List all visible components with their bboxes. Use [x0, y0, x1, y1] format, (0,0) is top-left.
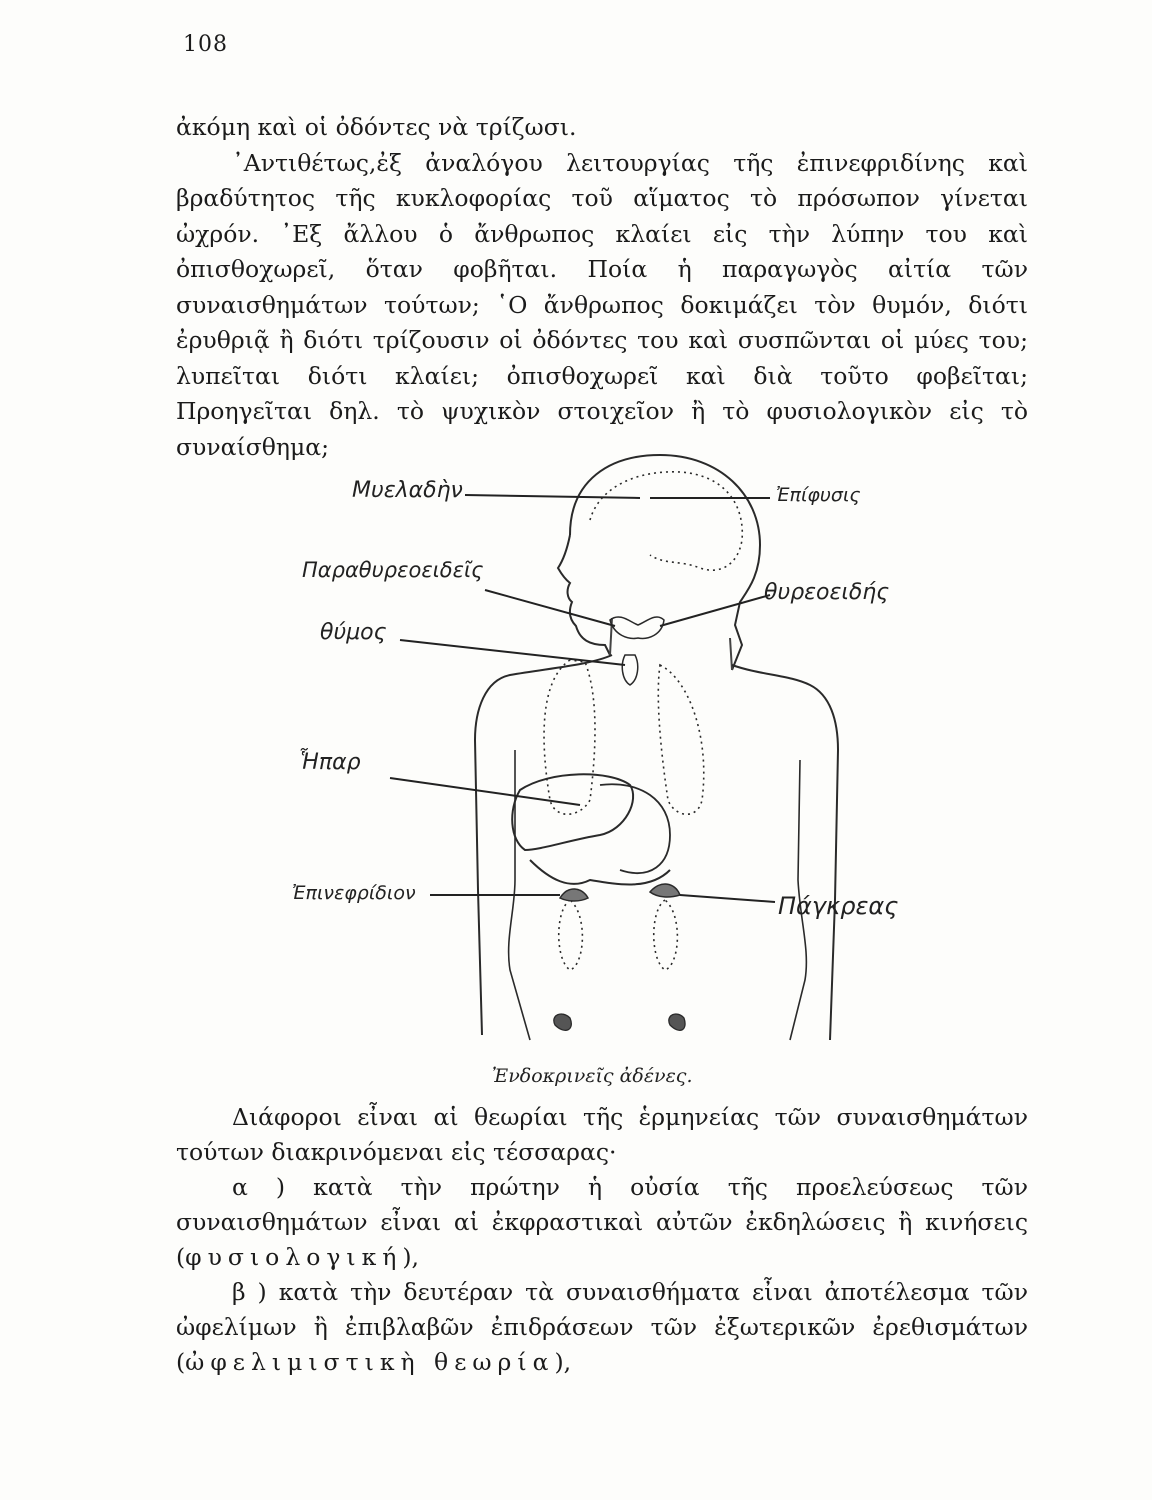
top-text [176, 110, 1028, 465]
theory-a-term: φυσιολογική [185, 1243, 403, 1271]
theory-a-text: α ) κατὰ τὴν πρώτην ἡ οὐσία τῆς προελεύσεως τῶν συναισθημάτων εἶναι αἱ ἐκφραστικαὶ αὐτῶν ἐκδηλώσεις ἢ κινήσεις ( [176, 1173, 1028, 1271]
thymus-shape [622, 655, 637, 685]
left-lung [544, 660, 595, 814]
stomach-shape [600, 784, 670, 873]
label-liver: Ἧπαρ [298, 750, 361, 775]
left-kidney [559, 900, 583, 970]
right-arm-outline [732, 665, 838, 1040]
face-profile [558, 535, 610, 655]
brain-outline [590, 472, 742, 570]
label-adrenal: Ἐπινεφρίδιον [292, 882, 416, 904]
figure-caption: Ἐνδοκρινεῖς ἀδένες. [492, 1065, 693, 1087]
pointer-liver [390, 778, 580, 805]
right-gonad [669, 1014, 685, 1030]
head-outline [570, 455, 760, 670]
label-thyroid: θυρεοειδής [764, 580, 890, 605]
liver-shape [512, 774, 633, 850]
endocrine-glands-figure [270, 440, 970, 1105]
label-parathyroids: Παραθυρεοειδεῖς [302, 558, 484, 582]
theory-b-end: ), [554, 1348, 572, 1376]
pointer-hypophysis [465, 495, 640, 498]
label-epiphysis: Ἐπίφυσις [776, 484, 861, 506]
neck-outline [610, 618, 732, 670]
paragraph-theories-intro: Διάφοροι εἶναι αἱ θεωρίαι τῆς ἑρμηνείας τῶν συναισθημάτων τούτων διακρινόμεναι εἰς τέσσαρας· [176, 1103, 1028, 1166]
paragraph-theory-a [176, 1170, 1028, 1275]
theory-b-term: ὠφελιμιστικὴ θεωρία [185, 1348, 555, 1376]
right-kidney [654, 900, 678, 970]
paragraph-continuation: ἀκόμη καὶ οἱ ὀδόντες νὰ τρίζωσι. [176, 113, 577, 141]
label-thymus: θύμος [320, 620, 387, 645]
pointer-thyroid [660, 595, 770, 626]
thyroid-shape [610, 617, 664, 638]
label-pancreas: Πάγκρεας [778, 892, 899, 920]
left-arm-outline [475, 655, 612, 1035]
page-number: 108 [183, 32, 228, 57]
left-gonad [554, 1014, 572, 1030]
paragraph-question: ᾿Αντιθέτως,ἐξ ἀναλόγου λειτουργίας τῆς ἐπινεφριδίνης καὶ βραδύτητος τῆς κυκλοφορίας τοῦ αἵματος τὸ πρόσωπον γίνεται ὠχρόν. ᾿Εξ ἄλλου ὁ ἄνθρωπος κλαίει εἰς τὴν λύπην του καὶ ὀπισθοχωρεῖ, ὅταν φοβῆται. Ποία ἡ παραγωγὸς αἰτία τῶν συναισθημάτων τούτων; ῾Ο ἄνθρωπος δοκιμάζει τὸν θυμόν, διότι ἐρυθριᾷ ἢ διότι τρίζουσιν οἱ ὀδόντες του καὶ συσπῶνται οἱ μύες του; λυπεῖται διότι κλαίει; ὀπισθοχωρεῖ καὶ διὰ τοῦτο φοβεῖται; Προηγεῖται δηλ. τὸ ψυχικὸν στοιχεῖον ἢ τὸ φυσιολογικὸν εἰς τὸ συναίσθημα; [176, 148, 1028, 461]
bottom-text [176, 1100, 1028, 1380]
pointer-parathyroids [485, 590, 615, 626]
left-adrenal [560, 889, 588, 901]
right-adrenal [650, 884, 680, 897]
paragraph-theory-b [176, 1275, 1028, 1380]
theory-b-text: β ) κατὰ τὴν δευτέραν τὰ συναισθήματα εἶναι ἀποτέλεσμα τῶν ὠφελίμων ἢ ἐπιβλαβῶν ἐπιδράσεων τῶν ἐξωτερικῶν ἐρεθισμάτων ( [176, 1278, 1028, 1376]
pointer-pancreas [680, 895, 775, 902]
body-outline-drawing [270, 440, 970, 1105]
label-hypophysis: Μυελαδὴν [352, 478, 463, 503]
right-lung [658, 665, 703, 814]
theory-a-end: ), [402, 1243, 420, 1271]
